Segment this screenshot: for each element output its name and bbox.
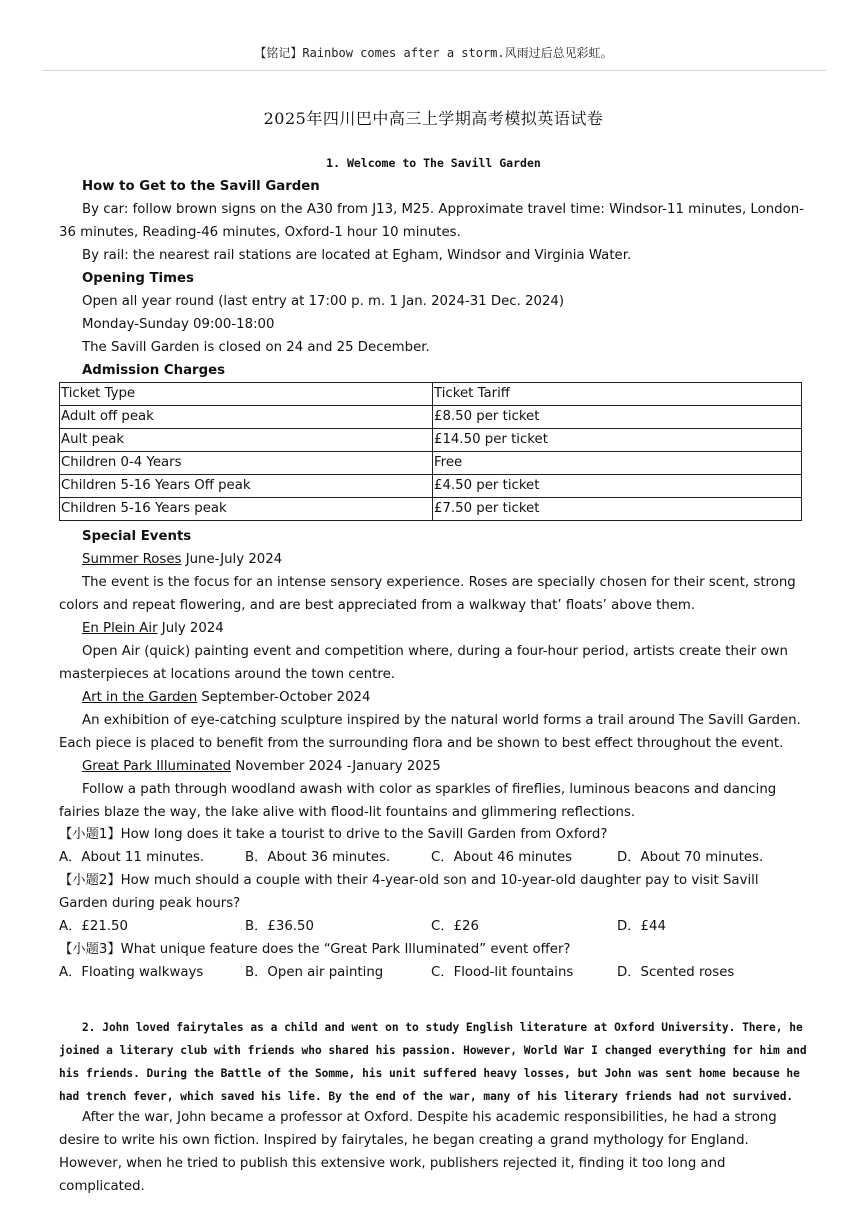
event-name: Art in the Garden: [82, 690, 198, 705]
event-description: The event is the focus for an intense sensory experience. Roses are specially chosen for their scent, strong colors and repeat flowering, and are best appreciated from a walkway that’ floats’ above them.: [59, 575, 796, 613]
how-to-get-heading: How to Get to the Savill Garden: [82, 179, 320, 194]
option-a: A．Floating walkways: [59, 965, 204, 980]
table-header-row: [60, 383, 802, 406]
table-cell: £7.50 per ticket: [433, 498, 802, 521]
option-b: B．Open air painting: [245, 965, 384, 980]
by-car-text: By car: follow brown signs on the A30 from J13, M25. Approximate travel time: Windsor-11 minutes, London-36 minutes, Reading-46 minutes, Oxford-1 hour 10 minutes.: [59, 202, 804, 240]
event-name: Great Park Illuminated: [82, 759, 232, 774]
admission-heading: Admission Charges: [82, 363, 226, 378]
table-cell: Adult off peak: [60, 406, 433, 429]
event-title-line: [59, 686, 811, 709]
option-c: C．Flood-lit fountains: [431, 965, 574, 980]
option-b: B．About 36 minutes.: [245, 850, 391, 865]
event-date: November 2024 -January 2025: [231, 759, 441, 774]
option-d: D．Scented roses: [617, 965, 735, 980]
event-title-line: [59, 548, 811, 571]
question-options: [59, 846, 811, 869]
event-date: June-July 2024: [181, 552, 283, 567]
event-date: July 2024: [157, 621, 224, 636]
table-cell: Free: [433, 452, 802, 475]
event-description: Open Air (quick) painting event and competition where, during a four-hour period, artists create their own masterpieces at locations around the town centre.: [59, 644, 788, 682]
passage1-intro: [59, 175, 811, 382]
hours-text: Monday-Sunday 09:00-18:00: [82, 317, 275, 332]
open-all-year-text: Open all year round (last entry at 17:00 p. m. 1 Jan. 2024-31 Dec. 2024): [82, 294, 565, 309]
option-d: D．£44: [617, 919, 666, 934]
event-title-line: [59, 755, 811, 778]
special-events-heading: Special Events: [82, 529, 192, 544]
page-header-motto: 【铭记】Rainbow comes after a storm.风雨过后总见彩虹。: [254, 46, 613, 60]
option-b: B．£36.50: [245, 919, 314, 934]
question-options: [59, 915, 811, 938]
closed-text: The Savill Garden is closed on 24 and 25 December.: [82, 340, 430, 355]
passage2-para2: After the war, John became a professor at Oxford. Despite his academic responsibilities, he had a strong desire to write his own fiction. Inspired by fairytales, he began creating a grand mythology for England. However, when he tried to publish this extensive work, publishers rejected it, finding it too long and complicated.: [59, 1110, 777, 1194]
passage2-first-paragraph-block: [59, 1016, 811, 1108]
table-header-cell: Ticket Type: [60, 383, 433, 406]
header-divider: [42, 70, 826, 71]
table-cell: Children 5-16 Years peak: [60, 498, 433, 521]
event-date: September-October 2024: [197, 690, 371, 705]
event-title-line: [59, 617, 811, 640]
passage1-title: 1. Welcome to The Savill Garden: [326, 156, 541, 170]
table-row: [60, 498, 802, 521]
admission-table: [59, 382, 802, 521]
table-cell: Children 0-4 Years: [60, 452, 433, 475]
event-description: Follow a path through woodland awash with color as sparkles of fireflies, luminous beacons and dancing fairies blaze the way, the lake alive with flood-lit fountains and glimmering reflections.: [59, 782, 777, 820]
question-options: [59, 961, 811, 984]
event-description: An exhibition of eye-catching sculpture inspired by the natural world forms a trail around The Savill Garden. Each piece is placed to benefit from the surrounding flora and be shown to best effect throughout the event.: [59, 713, 801, 751]
event-name: En Plein Air: [82, 621, 158, 636]
table-header-cell: Ticket Tariff: [433, 383, 802, 406]
by-rail-text: By rail: the nearest rail stations are located at Egham, Windsor and Virginia Water.: [82, 248, 632, 263]
option-c: C．£26: [431, 919, 479, 934]
event-name: Summer Roses: [82, 552, 182, 567]
table-row: [60, 429, 802, 452]
passage2-para1: 2. John loved fairytales as a child and went on to study English literature at Oxford University. There, he joined a literary club with friends who shared his passion. However, World War I changed everything for him and his friends. During the Battle of the Somme, his unit suffered heavy losses, but John was sent home because he had trench fever, which saved his life. By the end of the war, many of his literary friends had not survived.: [59, 1021, 807, 1103]
table-row: [60, 475, 802, 498]
question-stem: 【小题1】How long does it take a tourist to drive to the Savill Garden from Oxford?: [59, 827, 608, 842]
passage2-second-paragraph-block: [59, 1106, 811, 1198]
questions-section: [59, 823, 811, 984]
document-title: 2025年四川巴中高三上学期高考模拟英语试卷: [263, 109, 604, 128]
table-cell: £14.50 per ticket: [433, 429, 802, 452]
option-d: D．About 70 minutes.: [617, 850, 764, 865]
option-a: A．About 11 minutes.: [59, 850, 205, 865]
table-row: [60, 406, 802, 429]
table-cell: Ault peak: [60, 429, 433, 452]
table-cell: £4.50 per ticket: [433, 475, 802, 498]
table-row: [60, 452, 802, 475]
table-cell: £8.50 per ticket: [433, 406, 802, 429]
option-a: A．£21.50: [59, 919, 128, 934]
option-c: C．About 46 minutes: [431, 850, 573, 865]
question-stem: 【小题2】How much should a couple with their 4-year-old son and 10-year-old daughter pay to visit Savill Garden during peak hours?: [59, 873, 759, 911]
opening-times-heading: Opening Times: [82, 271, 194, 286]
special-events-section: [59, 525, 811, 824]
question-stem: 【小题3】What unique feature does the “Great Park Illuminated” event offer?: [59, 942, 571, 957]
table-cell: Children 5-16 Years Off peak: [60, 475, 433, 498]
